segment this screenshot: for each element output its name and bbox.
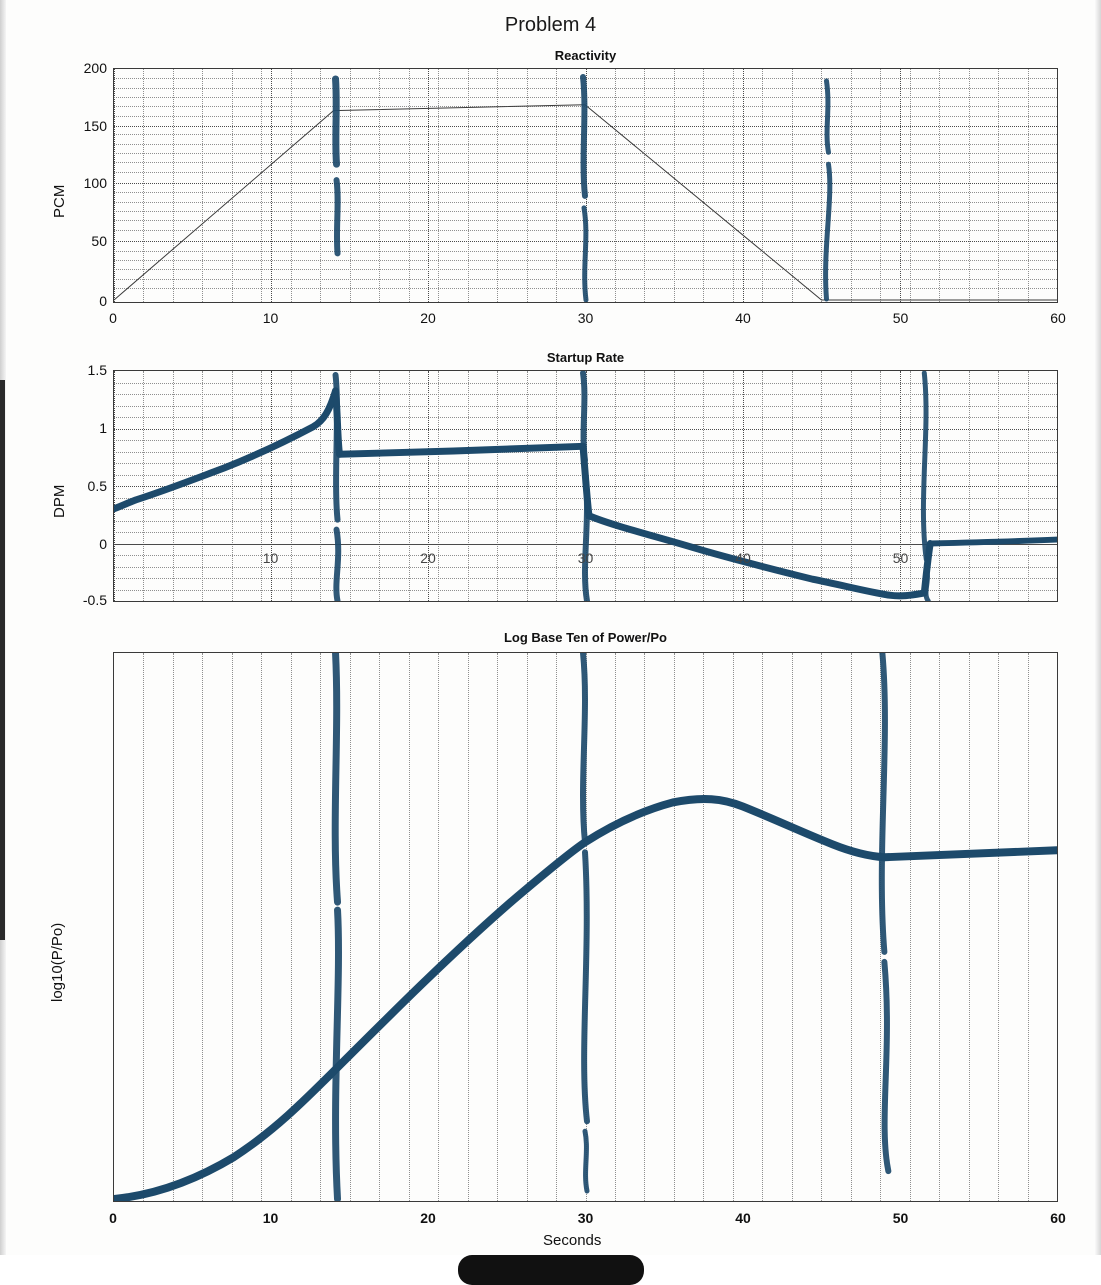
panel-reactivity: [51, 48, 1066, 326]
panel-log-power-title: Log Base Ten of Power/Po: [503, 630, 667, 645]
panel-log-power: [49, 630, 1066, 1249]
x-tick: 0: [109, 1210, 117, 1226]
x-tick: 50: [892, 310, 909, 326]
x-tick: 40: [735, 1210, 751, 1226]
x-tick: 60: [1050, 310, 1066, 326]
panel-log-power-plot: [113, 652, 1058, 1202]
y-tick: -0.5: [82, 592, 107, 608]
x-tick: 60: [1050, 1210, 1066, 1226]
x-tick-inner: 40: [735, 550, 751, 566]
panel-startup-rate-plot: [113, 370, 1058, 602]
x-tick: 20: [420, 1210, 436, 1226]
y-tick: 50: [91, 232, 107, 249]
startup-rate-series: [114, 371, 1057, 601]
y-tick: 0: [99, 293, 107, 309]
x-tick-inner: 30: [577, 550, 594, 566]
panel-startup-rate-title: Startup Rate: [546, 350, 625, 365]
x-tick: 20: [420, 310, 436, 326]
y-tick: 0: [99, 536, 107, 552]
panel-startup-rate: [51, 350, 1058, 608]
x-tick-inner: 50: [892, 550, 909, 566]
x-tick: 10: [262, 310, 279, 326]
x-tick: 10: [262, 1210, 279, 1226]
panel-reactivity-plot: [113, 68, 1058, 303]
figure-xlabel: Seconds: [543, 1232, 602, 1249]
panel-reactivity-ylabel: PCM: [51, 184, 68, 218]
y-tick: 100: [83, 175, 107, 191]
x-tick: 50: [892, 1210, 909, 1226]
reactivity-series: [114, 69, 1057, 302]
panel-reactivity-title: Reactivity: [554, 48, 617, 63]
y-tick: 0.5: [87, 478, 107, 494]
scan-edge-right: [1095, 0, 1101, 1281]
x-tick-inner: 20: [420, 550, 436, 566]
x-tick-inner: 10: [262, 550, 279, 566]
y-tick: 200: [83, 60, 107, 76]
x-tick: 0: [109, 310, 117, 326]
x-tick: 30: [577, 310, 594, 326]
y-tick: 1: [99, 420, 107, 436]
log-power-series: [114, 653, 1057, 1201]
figure-title: Problem 4: [504, 14, 597, 36]
y-tick: 150: [83, 117, 107, 134]
panel-log-power-ylabel: log10(P/Po): [49, 922, 66, 1002]
page-edge-shadow: [0, 380, 5, 940]
x-tick: 40: [735, 310, 751, 326]
x-tick: 30: [577, 1210, 594, 1226]
panel-startup-rate-ylabel: DPM: [51, 484, 68, 518]
y-tick: 1.5: [87, 362, 107, 378]
